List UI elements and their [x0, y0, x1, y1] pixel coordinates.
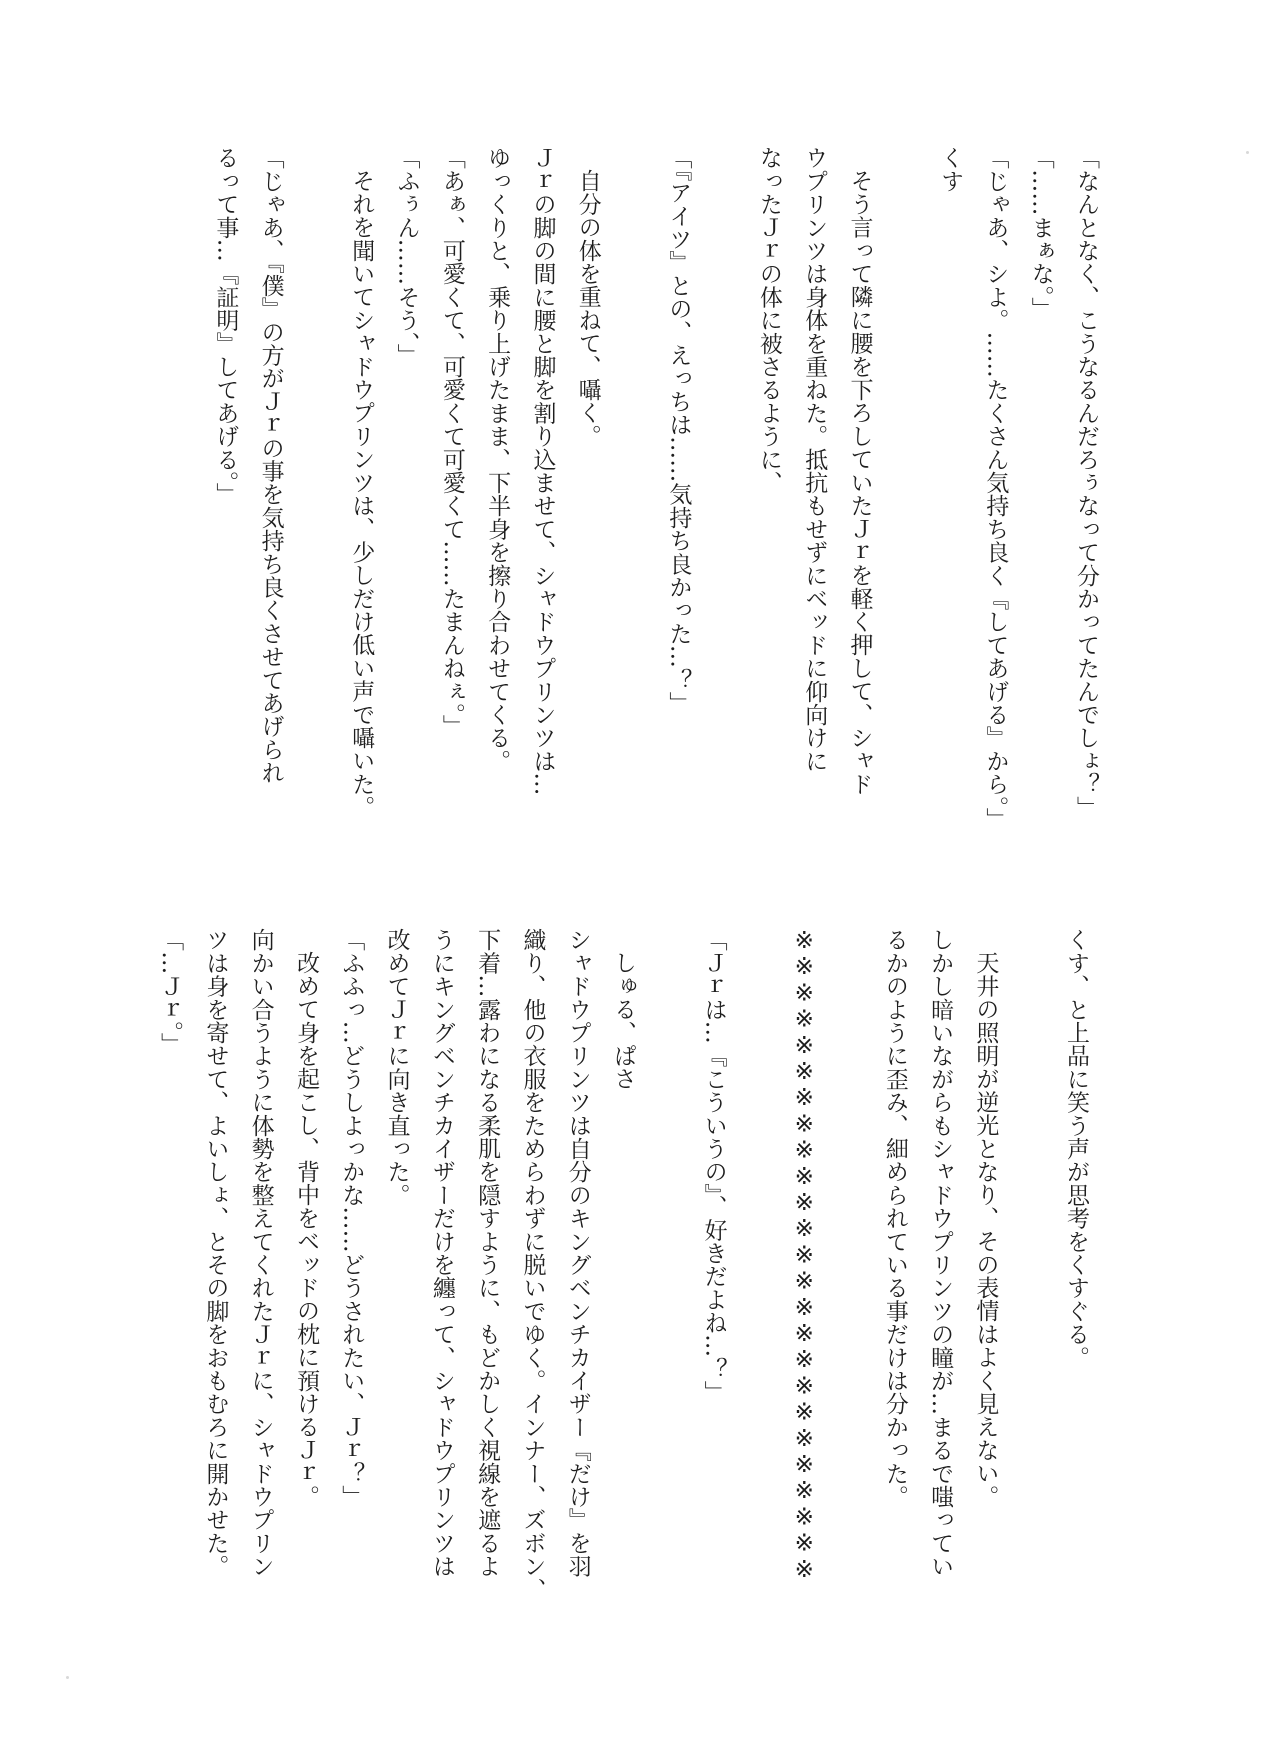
- text-column: シャドウプリンツは自分のキングベンチカイザー『だけ』を羽: [564, 928, 591, 1578]
- text-column: 「『アイツ』との、えっちは……気持ち良かった…？」: [665, 146, 692, 715]
- text-column: るって事…『証明』してあげる。」: [212, 146, 239, 506]
- text-column: 「……まぁな。」: [1027, 146, 1054, 321]
- text-column: Ｊｒの脚の間に腰と脚を割り込ませて、シャドウプリンツは…: [529, 146, 556, 796]
- blank-column: [826, 928, 871, 1633]
- scene-break-line: ※※※※※※※※※※※※※※※※※※※※※※※※※: [791, 928, 818, 1583]
- text-column: それを聞いてシャドウプリンツは、少しだけ低い声で囁いた。: [348, 169, 375, 819]
- text-column: 向かい合うように体勢を整えてくれたＪｒに、シャドウプリン: [247, 928, 274, 1578]
- scan-speck: [66, 1676, 69, 1679]
- blank-column: [736, 928, 781, 1633]
- scan-speck: [1246, 151, 1249, 154]
- blank-column: [645, 928, 690, 1633]
- text-column: くす: [937, 146, 964, 193]
- text-column: くす、と上品に笑う声が思考をくすぐる。: [1063, 928, 1089, 1369]
- text-column: 「ふふっ…どうしよっかな……どうされたい、Ｊｒ？」: [338, 928, 365, 1508]
- text-column: 天井の照明が逆光となり、その表情はよく見えない。: [972, 951, 999, 1508]
- text-column: 「Ｊｒは…『こういうの』、好きだよね…？」: [700, 928, 727, 1404]
- upper-text-block: [202, 146, 1108, 851]
- text-column: ウプリンツは身体を重ねた。抵抗もせずにベッドに仰向けに: [801, 146, 828, 773]
- text-column: 「じゃあ、シよ。……たくさん気持ち良く『してあげる』から。」: [982, 146, 1009, 831]
- text-column: 「ふぅん……そう、」: [393, 146, 420, 367]
- blank-column: [882, 146, 927, 851]
- text-column: 改めてＪｒに向き直った。: [383, 928, 410, 1207]
- text-column: 「…Ｊｒ。」: [157, 928, 184, 1056]
- text-column: 改めて身を起こし、背中をベッドの枕に預けるＪｒ。: [292, 951, 319, 1508]
- text-column: ツは身を寄せて、よいしょ、とその脚をおもむろに開かせた。: [202, 928, 229, 1578]
- text-column: るかのように歪み、細められている事だけは分かった。: [881, 928, 908, 1508]
- text-column: 織り、他の衣服をためらわずに脱いでゆく。インナー、ズボン、: [519, 928, 546, 1601]
- text-column: 自分の体を重ねて、囁く。: [574, 169, 601, 448]
- blank-column: [700, 146, 745, 851]
- text-column: 「なんとなく、こうなるんだろぅなって分かってたんでしょ？」: [1073, 146, 1099, 819]
- blank-column: [610, 146, 655, 851]
- text-column: しかし暗いながらもシャドウプリンツの瞳が…まるで嗤ってい: [927, 928, 954, 1578]
- text-column: 「あぁ、可愛くて、可愛くて可愛くて……たまんねぇ。」: [438, 146, 465, 738]
- blank-column: [293, 146, 338, 851]
- text-column: うにキングベンチカイザーだけを纏って、シャドウプリンツは: [428, 928, 455, 1578]
- text-column: 「じゃあ、『僕』の方がＪｒの事を気持ち良くさせてあげられ: [257, 146, 284, 785]
- lower-text-block: [147, 928, 1098, 1633]
- text-column: 下着…露わになる柔肌を隠すように、もどかしく視線を遮るよ: [474, 928, 501, 1578]
- text-column: そう言って隣に腰を下ろしていたＪｒを軽く押して、シャド: [846, 169, 873, 796]
- text-column: しゅる、ぱさ: [610, 951, 637, 1091]
- text-column: ゆっくりと、乗り上げたまま、下半身を擦り合わせてくる。: [484, 146, 511, 773]
- blank-column: [1007, 928, 1052, 1633]
- text-column: なったＪｒの体に被さるように、: [755, 146, 782, 494]
